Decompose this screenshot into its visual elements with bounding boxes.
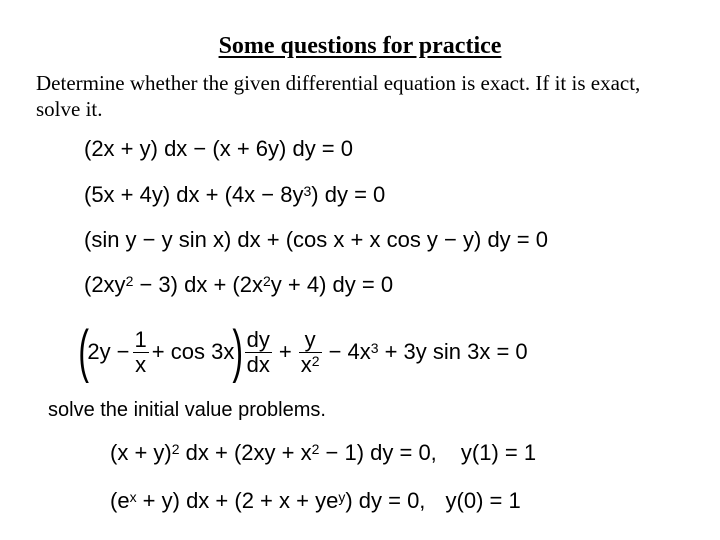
page-title: Some questions for practice (218, 33, 502, 59)
ivp-1-part: dx + (2xy + x (179, 440, 312, 465)
ivp-2-part: ) dy = 0, (345, 488, 426, 513)
equation-4 (84, 272, 393, 298)
equation-4-exponent: 2 (125, 273, 134, 289)
ivp-2-part: + y) dx + (2 + x + ye (136, 488, 339, 513)
equation-1 (84, 136, 353, 162)
equation-4-exponent: 2 (262, 273, 271, 289)
equation-2-exponent: 3 (303, 183, 312, 199)
fraction-numerator: 1 (134, 326, 147, 352)
fraction-denominator-base: x (300, 351, 312, 377)
equation-5-exponent: 3 (370, 340, 379, 356)
fraction-denominator-exponent: 2 (311, 352, 320, 369)
ivp-1-exponent: 2 (311, 441, 320, 457)
equation-5-term: + (278, 339, 292, 364)
ivp-1-exponent: 2 (171, 441, 180, 457)
ivp-1-part: (x + y) (110, 440, 172, 465)
fraction-denominator: dx (246, 351, 270, 377)
ivp-2-exponent: y (338, 489, 346, 505)
fraction-numerator: y (299, 328, 322, 353)
equation-5-term: + 3y sin 3x = 0 (384, 339, 528, 364)
ivp-1-part: − 1) dy = 0, (319, 440, 437, 465)
equation-4-part: − 3) dx + (2x (133, 272, 263, 297)
equation-5-term: + cos 3x (151, 339, 235, 364)
equation-3 (84, 227, 548, 253)
fraction-y-over-x2 (299, 328, 322, 377)
ivp-2-part: (e (110, 488, 130, 513)
ivp-2-initial-condition: y(0) = 1 (445, 488, 521, 513)
equation-2-part: (5x + 4y) dx + (4x − 8y (84, 182, 304, 207)
left-big-paren: ( (78, 319, 89, 384)
equation-3-text: (sin y − y sin x) dx + (cos x + x cos y − y) dy = 0 (84, 227, 548, 252)
equation-4-part: (2xy (84, 272, 126, 297)
fraction-numerator: dy (246, 326, 270, 352)
equation-4-part: y + 4) dy = 0 (270, 272, 394, 297)
fraction-1-over-x (133, 328, 149, 377)
fraction-denominator (299, 353, 322, 377)
ivp-2-exponent: x (129, 489, 137, 505)
equation-5-term: − 4x (328, 339, 371, 364)
equation-2 (84, 182, 385, 208)
right-big-paren: ) (232, 319, 244, 384)
equation-2-part: ) dy = 0 (311, 182, 386, 207)
instructions-text: Determine whether the given differential equation is exact. If it is exact, solve it. (36, 71, 641, 121)
ivp-heading: solve the initial value problems. (48, 399, 326, 421)
ivp-1-initial-condition: y(1) = 1 (460, 440, 537, 465)
fraction-dy-dx (245, 328, 272, 377)
ivp-equation-1 (110, 440, 536, 466)
equation-1-text: (2x + y) dx − (x + 6y) dy = 0 (84, 136, 353, 161)
equation-5-term: 2y − (87, 339, 130, 364)
ivp-equation-2 (110, 488, 521, 514)
fraction-denominator: x (135, 351, 147, 377)
equation-5 (78, 319, 528, 384)
